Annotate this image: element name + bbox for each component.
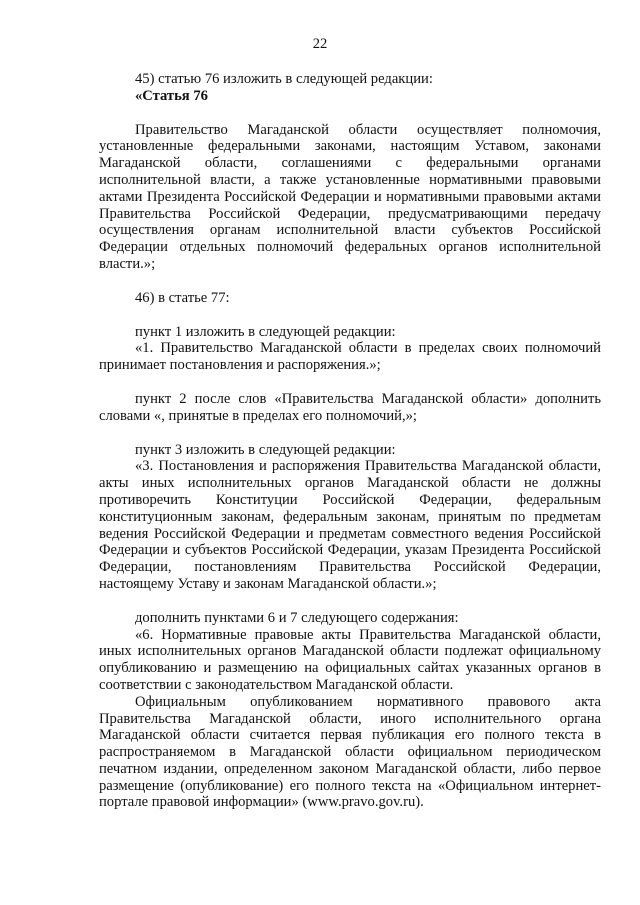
point-3-text: «3. Постановления и распоряжения Правительства Магаданской области, акты иных исполнительных органов Магаданской области не должны противоречить Конституции Российской Федерации, федеральным конституционным законам, федеральным законам, принятым по предметам ведения Российской Федерации и предметам совместного ведения Российской Федерации и субъектов Российской Федерации, указам Президента Российской Федерации, постановлениям Правительства Российской Федерации, настоящему Уставу и законам Магаданской области.»; [99,458,601,592]
point-6-text: «6. Нормативные правовые акты Правительства Магаданской области, иных исполнительных органов Магаданской области подлежат официальному опубликованию и размещению на официальных сайтах указанных органов в соответствии с законодательством Магаданской области. [99,626,601,693]
add-points-intro: дополнить пунктами 6 и 7 следующего содержания: [135,609,459,626]
point-3-intro: пункт 3 изложить в следующей редакции: [135,441,396,458]
item-46-intro: 46) в статье 77: [135,289,230,306]
page-number: 22 [312,36,328,52]
document-body [99,71,601,811]
point-2-text: пункт 2 после слов «Правительства Магаданской области» дополнить словами «, принятые в пределах его полномочий,»; [99,390,601,424]
point-1-text: «1. Правительство Магаданской области в пределах своих полномочий принимает постановления и распоряжения.»; [99,340,601,374]
article-76-heading: «Статья 76 [135,87,208,104]
item-45-intro: 45) статью 76 изложить в следующей редакции: [135,71,433,87]
point-6-continued: Официальным опубликованием нормативного правового акта Правительства Магаданской области, иного исполнительного органа Магаданской области считается первая публикация его полного текста в распространяемом в Магаданской области официальном периодическом печатном издании, определенном законом Магаданской области, либо первое размещение (опубликование) его полного текста на «Официальном интернет-портале правовой информации» (www.pravo.gov.ru). [99,693,601,811]
point-1-intro: пункт 1 изложить в следующей редакции: [135,323,396,340]
article-76-body: Правительство Магаданской области осуществляет полномочия, установленные федеральными законами, настоящим Уставом, законами Магаданской области, соглашениями с федеральными органами исполнительной власти, а также установленные нормативными правовыми актами Президента Российской Федерации и нормативными правовыми актами Правительства Российской Федерации, предусматривающими передачу осуществления органам исполнительной власти субъектов Российской Федерации отдельных полномочий федеральных органов исполнительной власти.»; [99,121,601,272]
